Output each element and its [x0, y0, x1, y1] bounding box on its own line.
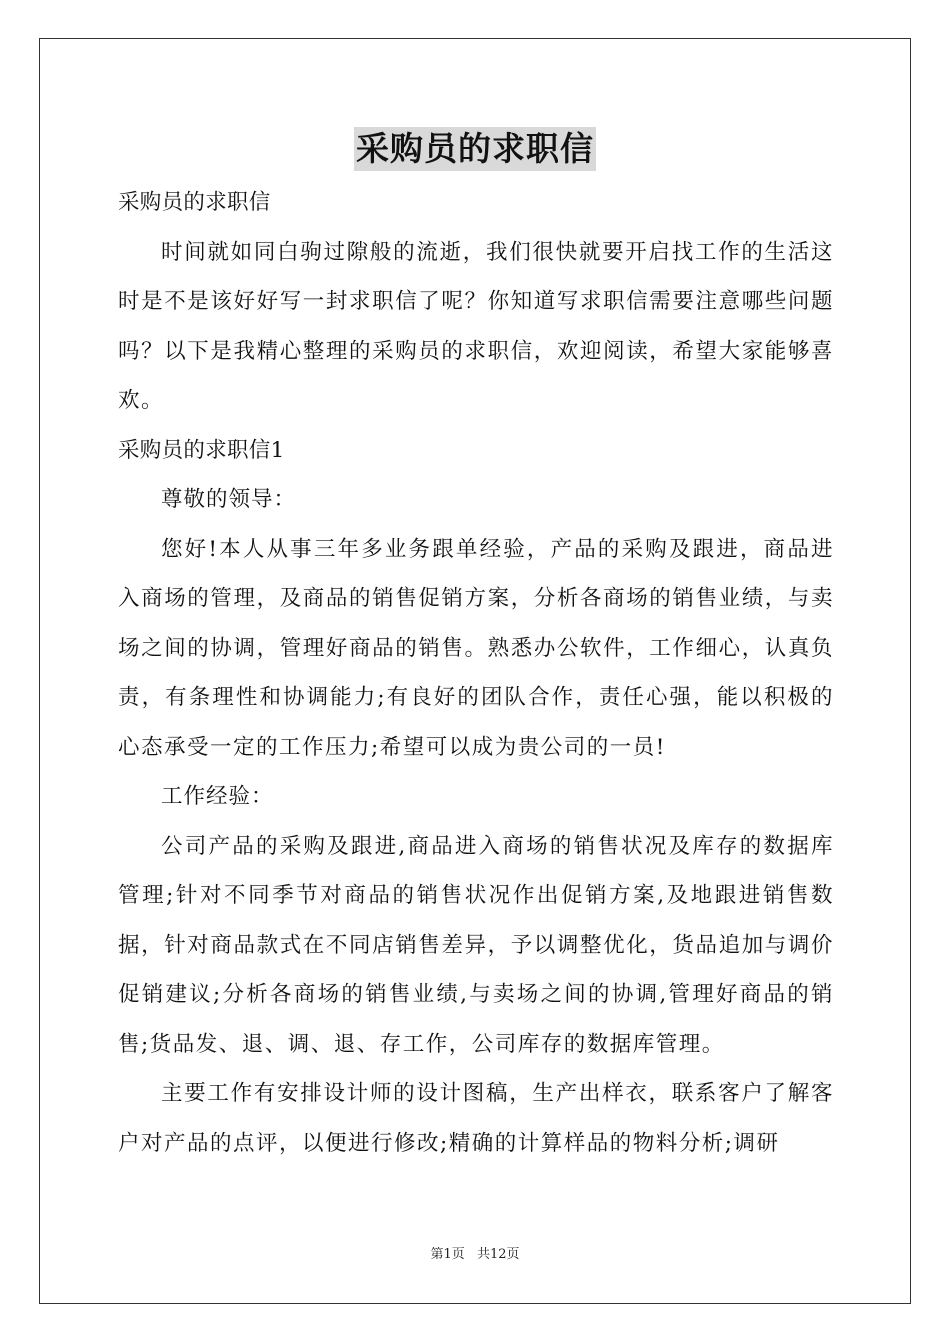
experience-heading: 工作经验：: [161, 784, 274, 809]
page-number: 第1页: [430, 1247, 465, 1262]
page-footer: [0, 1246, 950, 1264]
title-container: [0, 127, 950, 171]
salutation: 尊敬的领导：: [161, 487, 297, 512]
document-body: [118, 178, 834, 1168]
intro-paragraph: 时间就如同白驹过隙般的流逝，我们很快就要开启找工作的生活这时是不是该好好写一封求职信了呢？你知道写求职信需要注意哪些问题吗？以下是我精心整理的采购员的求职信，欢迎阅读，希望大家能够喜欢。: [118, 239, 834, 413]
document-subtitle: 采购员的求职信: [118, 190, 271, 215]
page-total: 共12页: [476, 1247, 520, 1262]
body-paragraph-1: 您好!本人从事三年多业务跟单经验，产品的采购及跟进，商品进入商场的管理，及商品的销售促销方案，分析各商场的销售业绩，与卖场之间的协调，管理好商品的销售。熟悉办公软件，工作细心，认真负责，有条理性和协调能力;有良好的团队合作，责任心强，能以积极的心态承受一定的工作压力;希望可以成为贵公司的一员!: [118, 536, 834, 760]
section-heading: 采购员的求职信1: [118, 437, 285, 463]
document-title: 采购员的求职信: [354, 127, 596, 171]
body-paragraph-3: 主要工作有安排设计师的设计图稿，生产出样衣，联系客户了解客户对产品的点评，以便进行修改;精确的计算样品的物料分析;调研: [118, 1081, 834, 1156]
body-paragraph-2: 公司产品的采购及跟进,商品进入商场的销售状况及库存的数据库管理;针对不同季节对商品的销售状况作出促销方案,及地跟进销售数据，针对商品款式在不同店销售差异，予以调整优化，货品追加与调价促销建议;分析各商场的销售业绩,与卖场之间的协调,管理好商品的销售;货品发、退、调、退、存工作，公司库存的数据库管理。: [118, 833, 834, 1057]
